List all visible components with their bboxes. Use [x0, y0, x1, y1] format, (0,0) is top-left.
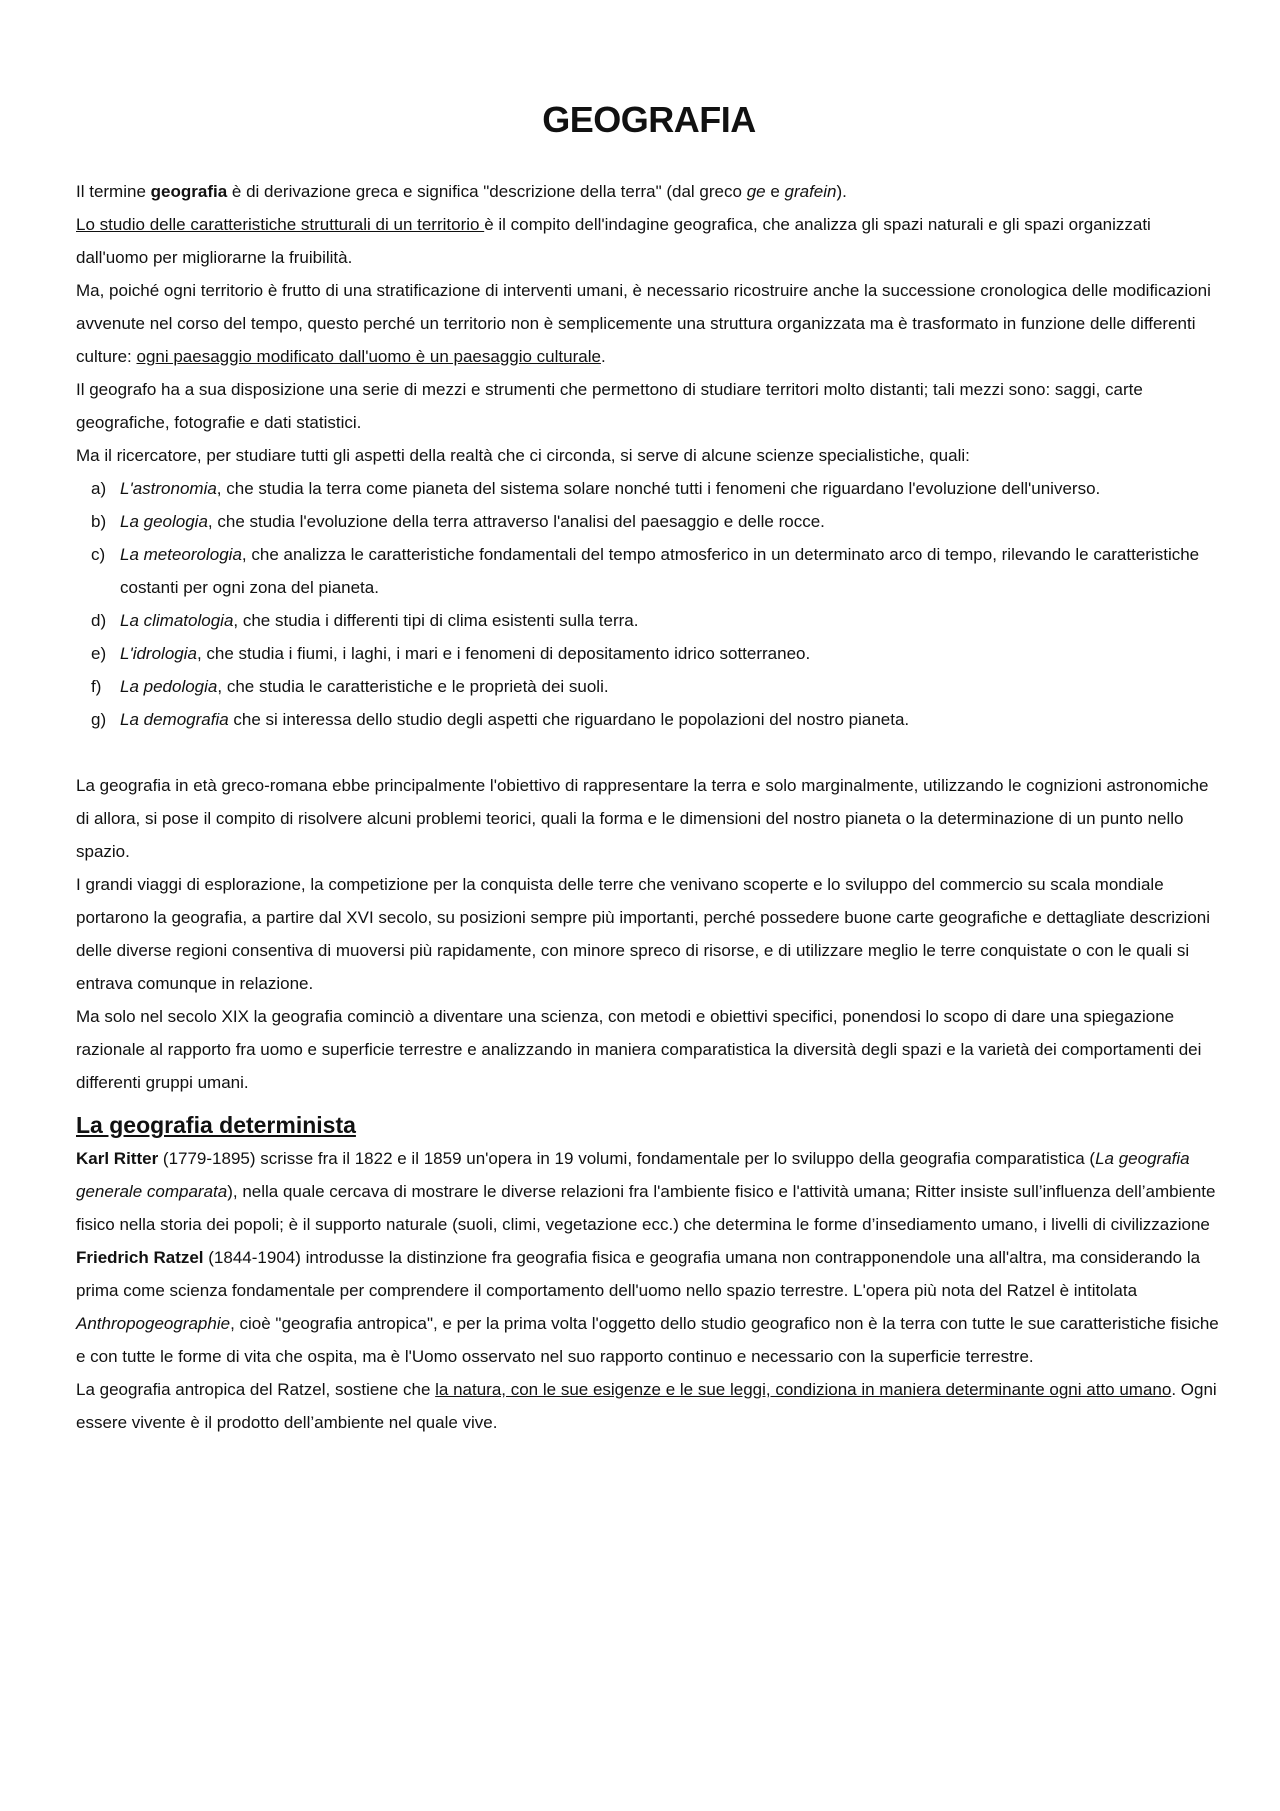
paragraph — [76, 373, 1226, 439]
italic-text: Anthropogeographie — [76, 1314, 231, 1333]
text-run: (1779-1895) scrisse fra il 1822 e il 1859 un'opera in 19 volumi, fondamentale per lo sviluppo della geografia comparatistica ( — [158, 1149, 1096, 1168]
italic-text: L'astronomia — [120, 479, 217, 498]
italic-text: grafein — [784, 182, 837, 201]
text-run: , che studia i fiumi, i laghi, i mari e i fenomeni di depositamento idrico sotterraneo. — [196, 644, 811, 663]
paragraph — [76, 1000, 1226, 1099]
paragraph — [76, 274, 1226, 373]
text-run: , che studia i differenti tipi di clima esistenti sulla terra. — [233, 611, 639, 630]
list-marker: b) — [91, 512, 107, 531]
italic-text: L'idrologia — [120, 644, 197, 663]
paragraph — [76, 769, 1226, 868]
determinism-section — [76, 1142, 1226, 1439]
paragraph — [76, 1373, 1226, 1439]
italic-text: La demografia — [120, 710, 229, 729]
list-marker: a) — [91, 479, 107, 498]
text-run: . — [600, 347, 606, 366]
text-run: Ma, poiché ogni territorio è frutto di una stratificazione di interventi umani, è necessario ricostruire anche la successione cronologica delle modificazioni avvenute nel corso del tempo, questo perché un territorio non è semplicemente una struttura organizzata ma è trasformato in funzione delle differenti culture: — [76, 281, 1211, 366]
text-run: La geografia in età greco-romana ebbe principalmente l'obiettivo di rappresentare la terra e solo marginalmente, utilizzando le cognizioni astronomiche di allora, si pose il compito di risolvere alcuni problemi teorici, quali la forma e le dimensioni del nostro pianeta o la determinazione di un punto nello spazio. — [76, 776, 1209, 861]
document-body — [76, 175, 1226, 1439]
list-item — [76, 604, 1226, 637]
paragraph — [76, 1241, 1226, 1373]
paragraph — [76, 439, 1226, 472]
text-run: Il termine — [76, 182, 151, 201]
text-run: I grandi viaggi di esplorazione, la competizione per la conquista delle terre che venivano scoperte e lo sviluppo del commercio su scala mondiale portarono la geografia, a partire dal XVI secolo, su posizioni sempre più importanti, perché possedere buone carte geografiche e dettagliate descrizioni delle diverse regioni consentiva di muoversi più rapidamente, con minore spreco di risorse, e di utilizzare meglio le terre conquistate o con le quali si entrava comunque in relazione. — [76, 875, 1211, 993]
text-run: Ma il ricercatore, per studiare tutti gli aspetti della realtà che ci circonda, si serve di alcune scienze specialistiche, quali: — [76, 446, 970, 465]
bold-text: geografia — [150, 182, 228, 201]
text-run: (1844-1904) introdusse la distinzione fra geografia fisica e geografia umana non contrapponendole una all'altra, ma considerando la prima come scienza fondamentale per comprendere il comportamento dell'uomo nello spazio terrestre. L'opera più nota del Ratzel è intitolata — [76, 1248, 1201, 1300]
text-run: è il compito dell'indagine geografica, che analizza gli spazi naturali e gli spazi organizzati dall'uomo per migliorarne la fruibilità. — [76, 215, 1151, 267]
bold-text: Friedrich Ratzel — [76, 1248, 204, 1267]
text-run: e — [765, 182, 785, 201]
text-run: , che analizza le caratteristiche fondamentali del tempo atmosferico in un determinato arco di tempo, rilevando le caratteristiche costanti per ogni zona del pianeta. — [120, 545, 1200, 597]
italic-text: ge — [746, 182, 766, 201]
list-item — [76, 472, 1226, 505]
intro-section — [76, 175, 1226, 472]
text-run: La geografia antropica del Ratzel, sostiene che — [76, 1380, 436, 1399]
text-run: che si interessa dello studio degli aspetti che riguardano le popolazioni del nostro pianeta. — [228, 710, 910, 729]
list-marker: c) — [91, 545, 106, 564]
text-run: è di derivazione greca e significa "descrizione della terra" (dal greco — [227, 182, 747, 201]
text-run: Il geografo ha a sua disposizione una serie di mezzi e strumenti che permettono di studiare territori molto distanti; tali mezzi sono: saggi, carte geografiche, fotografie e dati statistici. — [76, 380, 1143, 432]
list-marker: f) — [91, 677, 102, 696]
text-run: , che studia le caratteristiche e le proprietà dei suoli. — [217, 677, 609, 696]
bold-text: Karl Ritter — [76, 1149, 159, 1168]
text-run: . Ogni essere vivente è il prodotto dell’ambiente nel quale vive. — [76, 1380, 1217, 1432]
paragraph — [76, 1142, 1226, 1241]
underlined-text: Lo studio delle caratteristiche strutturali di un territorio — [76, 215, 485, 234]
list-marker: e) — [91, 644, 107, 663]
italic-text: La meteorologia — [120, 545, 242, 564]
italic-text: La climatologia — [120, 611, 234, 630]
list-marker: g) — [91, 710, 107, 729]
text-run: Ma solo nel secolo XIX la geografia cominciò a diventare una scienza, con metodi e obiettivi specifici, ponendosi lo scopo di dare una spiegazione razionale al rapporto fra uomo e superficie terrestre e analizzando in maniera comparatistica la diversità degli spazi e la varietà dei comportamenti dei differenti gruppi umani. — [76, 1007, 1202, 1092]
italic-text: La pedologia — [120, 677, 218, 696]
list-item — [76, 670, 1226, 703]
italic-text: La geologia — [120, 512, 208, 531]
underlined-text: la natura, con le sue esigenze e le sue leggi, condiziona in maniera determinante ogni atto umano — [435, 1380, 1172, 1399]
history-section — [76, 769, 1226, 1099]
text-run: , che studia l'evoluzione della terra attraverso l'analisi del paesaggio e delle rocce. — [207, 512, 825, 531]
paragraph — [76, 868, 1226, 1000]
page-title: GEOGRAFIA — [542, 99, 756, 140]
list-item — [76, 637, 1226, 670]
text-run: , cioè "geografia antropica", e per la prima volta l'oggetto dello studio geografico non è la terra con tutte le sue caratteristiche fisiche e con tutte le forme di vita che ospita, ma è l'Uomo osservato nel suo rapporto continuo e necessario con la superficie terrestre. — [76, 1314, 1219, 1366]
paragraph — [76, 208, 1226, 274]
list-item — [76, 703, 1226, 736]
list-item — [76, 538, 1226, 604]
text-run: , che studia la terra come pianeta del sistema solare nonché tutti i fenomeni che riguardano l'evoluzione dell'universo. — [216, 479, 1101, 498]
sciences-list — [76, 472, 1226, 736]
underlined-text: ogni paesaggio modificato dall'uomo è un paesaggio culturale — [136, 347, 601, 366]
text-run: ), nella quale cercava di mostrare le diverse relazioni fra l'ambiente fisico e l'attività umana; Ritter insiste sull’influenza dell’ambiente fisico nella storia dei popoli; è il supporto naturale (suoli, climi, vegetazione ecc.) che determina le forme d’insediamento umano, i livelli di civilizzazione — [76, 1182, 1216, 1234]
section-heading: La geografia determinista — [76, 1112, 356, 1138]
list-item — [76, 505, 1226, 538]
text-run: ). — [836, 182, 847, 201]
spacer — [76, 736, 1226, 769]
paragraph — [76, 175, 1226, 208]
italic-text: La geografia generale comparata — [76, 1149, 1190, 1201]
list-marker: d) — [91, 611, 107, 630]
